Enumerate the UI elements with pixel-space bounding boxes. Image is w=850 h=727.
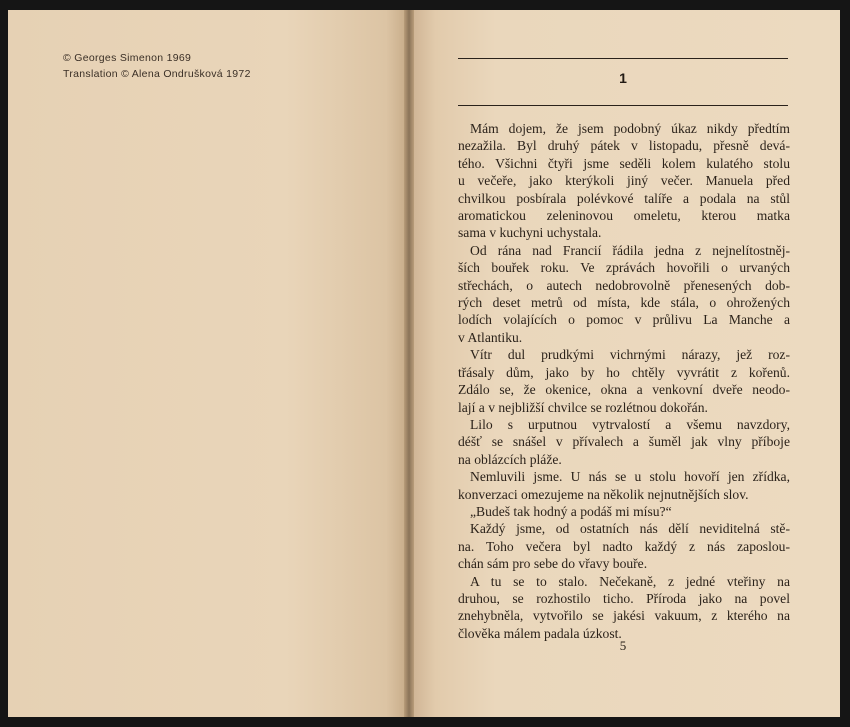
paragraph [458, 468, 790, 503]
text-line: ších bouřek roku. Ve zprávách hovořili o urvaných [458, 260, 790, 276]
paragraph [458, 346, 790, 416]
left-page [8, 10, 406, 717]
text-line: druhou, se rozhostilo ticho. Příroda jako na povel [458, 590, 790, 606]
text-line: u večeře, jako kterýkoli jiný večer. Manuela před [458, 173, 790, 189]
text-line: „Budeš tak hodný a podáš mi mísu?“ [470, 503, 672, 519]
text-line: déšť se snášel v přívalech a šuměl jak vlny příboje [458, 434, 790, 450]
copyright-line: © Georges Simenon 1969 [63, 52, 192, 64]
text-line: v Atlantiku. [458, 329, 523, 345]
text-line: Zdálo se, že okenice, okna a venkovní dveře neodo- [458, 382, 790, 398]
text-line: lají a v nejbližší chvilce se rozlétnou dokořán. [458, 399, 708, 415]
chapter-body-text [458, 120, 790, 642]
text-line: Od rána nad Francií řádila jedna z nejnelítostněj- [470, 242, 790, 258]
text-line: sama v kuchyni uchystala. [458, 225, 602, 241]
text-line: Každý jsme, od ostatních nás dělí neviditelná stě- [470, 521, 790, 537]
text-line: rých deset metrů od místa, kde stála, o ohrožených [458, 295, 790, 311]
text-line: člověka málem padala úzkost. [458, 625, 622, 641]
text-line: lodích volajících o pomoc v průlivu La Manche a [458, 312, 790, 328]
text-line: Lilo s urputnou vytrvalostí a všemu navzdory, [470, 416, 790, 432]
book-gutter [404, 10, 414, 717]
paragraph [458, 573, 790, 643]
text-line: aromatickou zeleninovou omeletu, kterou matka [458, 208, 790, 224]
paragraph [458, 416, 790, 468]
text-line: chvilkou posbírala polévkové talíře a podala na stůl [458, 190, 790, 206]
paragraph [458, 520, 790, 572]
text-line: střechách, o autech nedobrovolně přenesených dob- [458, 277, 790, 293]
text-line: třásaly dům, jako by ho chtěly vyvrátit z kořenů. [458, 364, 790, 380]
paragraph [458, 503, 790, 520]
copyright-block [63, 50, 251, 82]
paragraph [458, 120, 790, 242]
right-page [410, 10, 840, 717]
text-line: Mám dojem, že jsem podobný úkaz nikdy předtím [470, 121, 790, 136]
chapter-number: 1 [619, 70, 627, 86]
text-line: na. Toho večera byl nadto každý z nás zaposlou- [458, 538, 790, 554]
text-line: Vítr dul prudkými vichrnými nárazy, jež roz- [470, 347, 790, 363]
chapter-rule-bottom [458, 105, 788, 106]
page-number: 5 [619, 638, 627, 653]
text-line: konverzaci omezujeme na několik nejnutnějších slov. [458, 486, 749, 502]
text-line: znehybněla, vytvořilo se jakési vakuum, z kterého na [458, 608, 790, 624]
text-line: nezažila. Byl druhý pátek v listopadu, přesně devá- [458, 138, 790, 154]
paragraph [458, 242, 790, 346]
text-line: tého. Všichni čtyři jsme seděli kolem kulatého stolu [458, 155, 790, 171]
chapter-rule-top [458, 58, 788, 59]
text-line: na oblázcích pláže. [458, 451, 562, 467]
translation-copyright-line: Translation © Alena Ondrušková 1972 [63, 68, 251, 80]
text-line: A tu se to stalo. Nečekaně, z jedné vteřiny na [470, 573, 790, 589]
text-line: chán sám pro sebe do vřavy bouře. [458, 556, 648, 572]
text-line: Nemluvili jsme. U nás se u stolu hovoří jen zřídka, [470, 469, 790, 485]
